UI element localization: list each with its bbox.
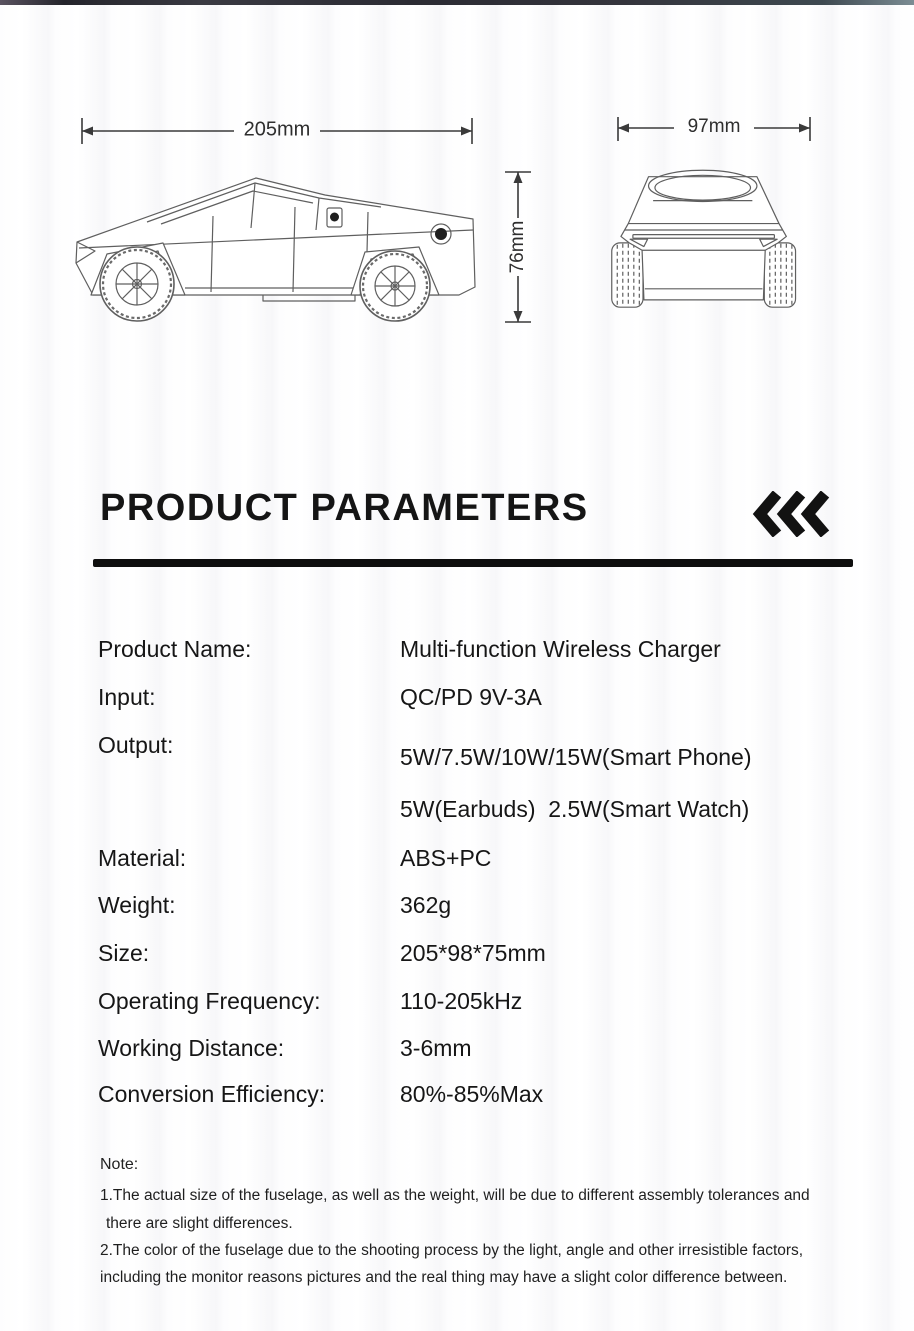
param-value: ABS+PC xyxy=(400,845,492,871)
param-row xyxy=(0,892,914,924)
param-label: Input: xyxy=(98,684,156,710)
param-value: 362g xyxy=(400,892,452,918)
param-label: Product Name: xyxy=(98,636,252,662)
front-width-dimension-label: 97mm xyxy=(687,116,741,138)
param-label: Output: xyxy=(98,732,174,758)
front-width-dimension xyxy=(612,113,816,143)
top-border-strip xyxy=(0,0,914,5)
side-height-dimension-label: 76mm xyxy=(507,220,528,274)
param-label: Weight: xyxy=(98,892,176,918)
note-line: including the monitor reasons pictures and the real thing may have a slight color difference between. xyxy=(100,1269,788,1286)
param-row xyxy=(0,684,914,716)
param-row xyxy=(0,845,914,877)
param-value: 5W/7.5W/10W/15W(Smart Phone) xyxy=(400,744,752,770)
note-line: 2.The color of the fuselage due to the shooting process by the light, angle and other irresistible factors, xyxy=(100,1242,804,1259)
param-row xyxy=(0,940,914,972)
param-row xyxy=(0,636,914,668)
cybertruck-side-view-icon xyxy=(63,170,488,330)
param-value: Multi-function Wireless Charger xyxy=(400,636,721,662)
param-label: Operating Frequency: xyxy=(98,988,321,1014)
page-title: PRODUCT PARAMETERS xyxy=(100,487,589,529)
note-line: 1.The actual size of the fuselage, as well as the weight, will be due to different assembly tolerances and xyxy=(100,1187,810,1204)
param-value: 205*98*75mm xyxy=(400,940,546,966)
note-line: there are slight differences. xyxy=(106,1215,293,1232)
triple-chevron-left-icon xyxy=(751,491,831,537)
param-row xyxy=(0,796,914,828)
param-value: QC/PD 9V-3A xyxy=(400,684,542,710)
param-value: 110-205kHz xyxy=(400,988,523,1014)
param-label: Working Distance: xyxy=(98,1035,285,1061)
param-value: 5W(Earbuds) 2.5W(Smart Watch) xyxy=(400,796,750,822)
param-label: Material: xyxy=(98,845,187,871)
title-divider xyxy=(93,559,853,567)
param-row xyxy=(0,988,914,1020)
param-row xyxy=(0,1081,914,1113)
cybertruck-front-view-icon xyxy=(605,162,817,332)
param-label: Conversion Efficiency: xyxy=(98,1081,326,1107)
param-row xyxy=(0,732,914,770)
param-label: Size: xyxy=(98,940,150,966)
param-value: 3-6mm xyxy=(400,1035,472,1061)
side-width-dimension xyxy=(76,116,478,146)
side-width-dimension-label: 205mm xyxy=(243,118,311,141)
side-height-dimension xyxy=(503,168,533,326)
note-title: Note: xyxy=(100,1156,139,1173)
param-value: 80%-85%Max xyxy=(400,1081,544,1107)
param-row xyxy=(0,1035,914,1067)
